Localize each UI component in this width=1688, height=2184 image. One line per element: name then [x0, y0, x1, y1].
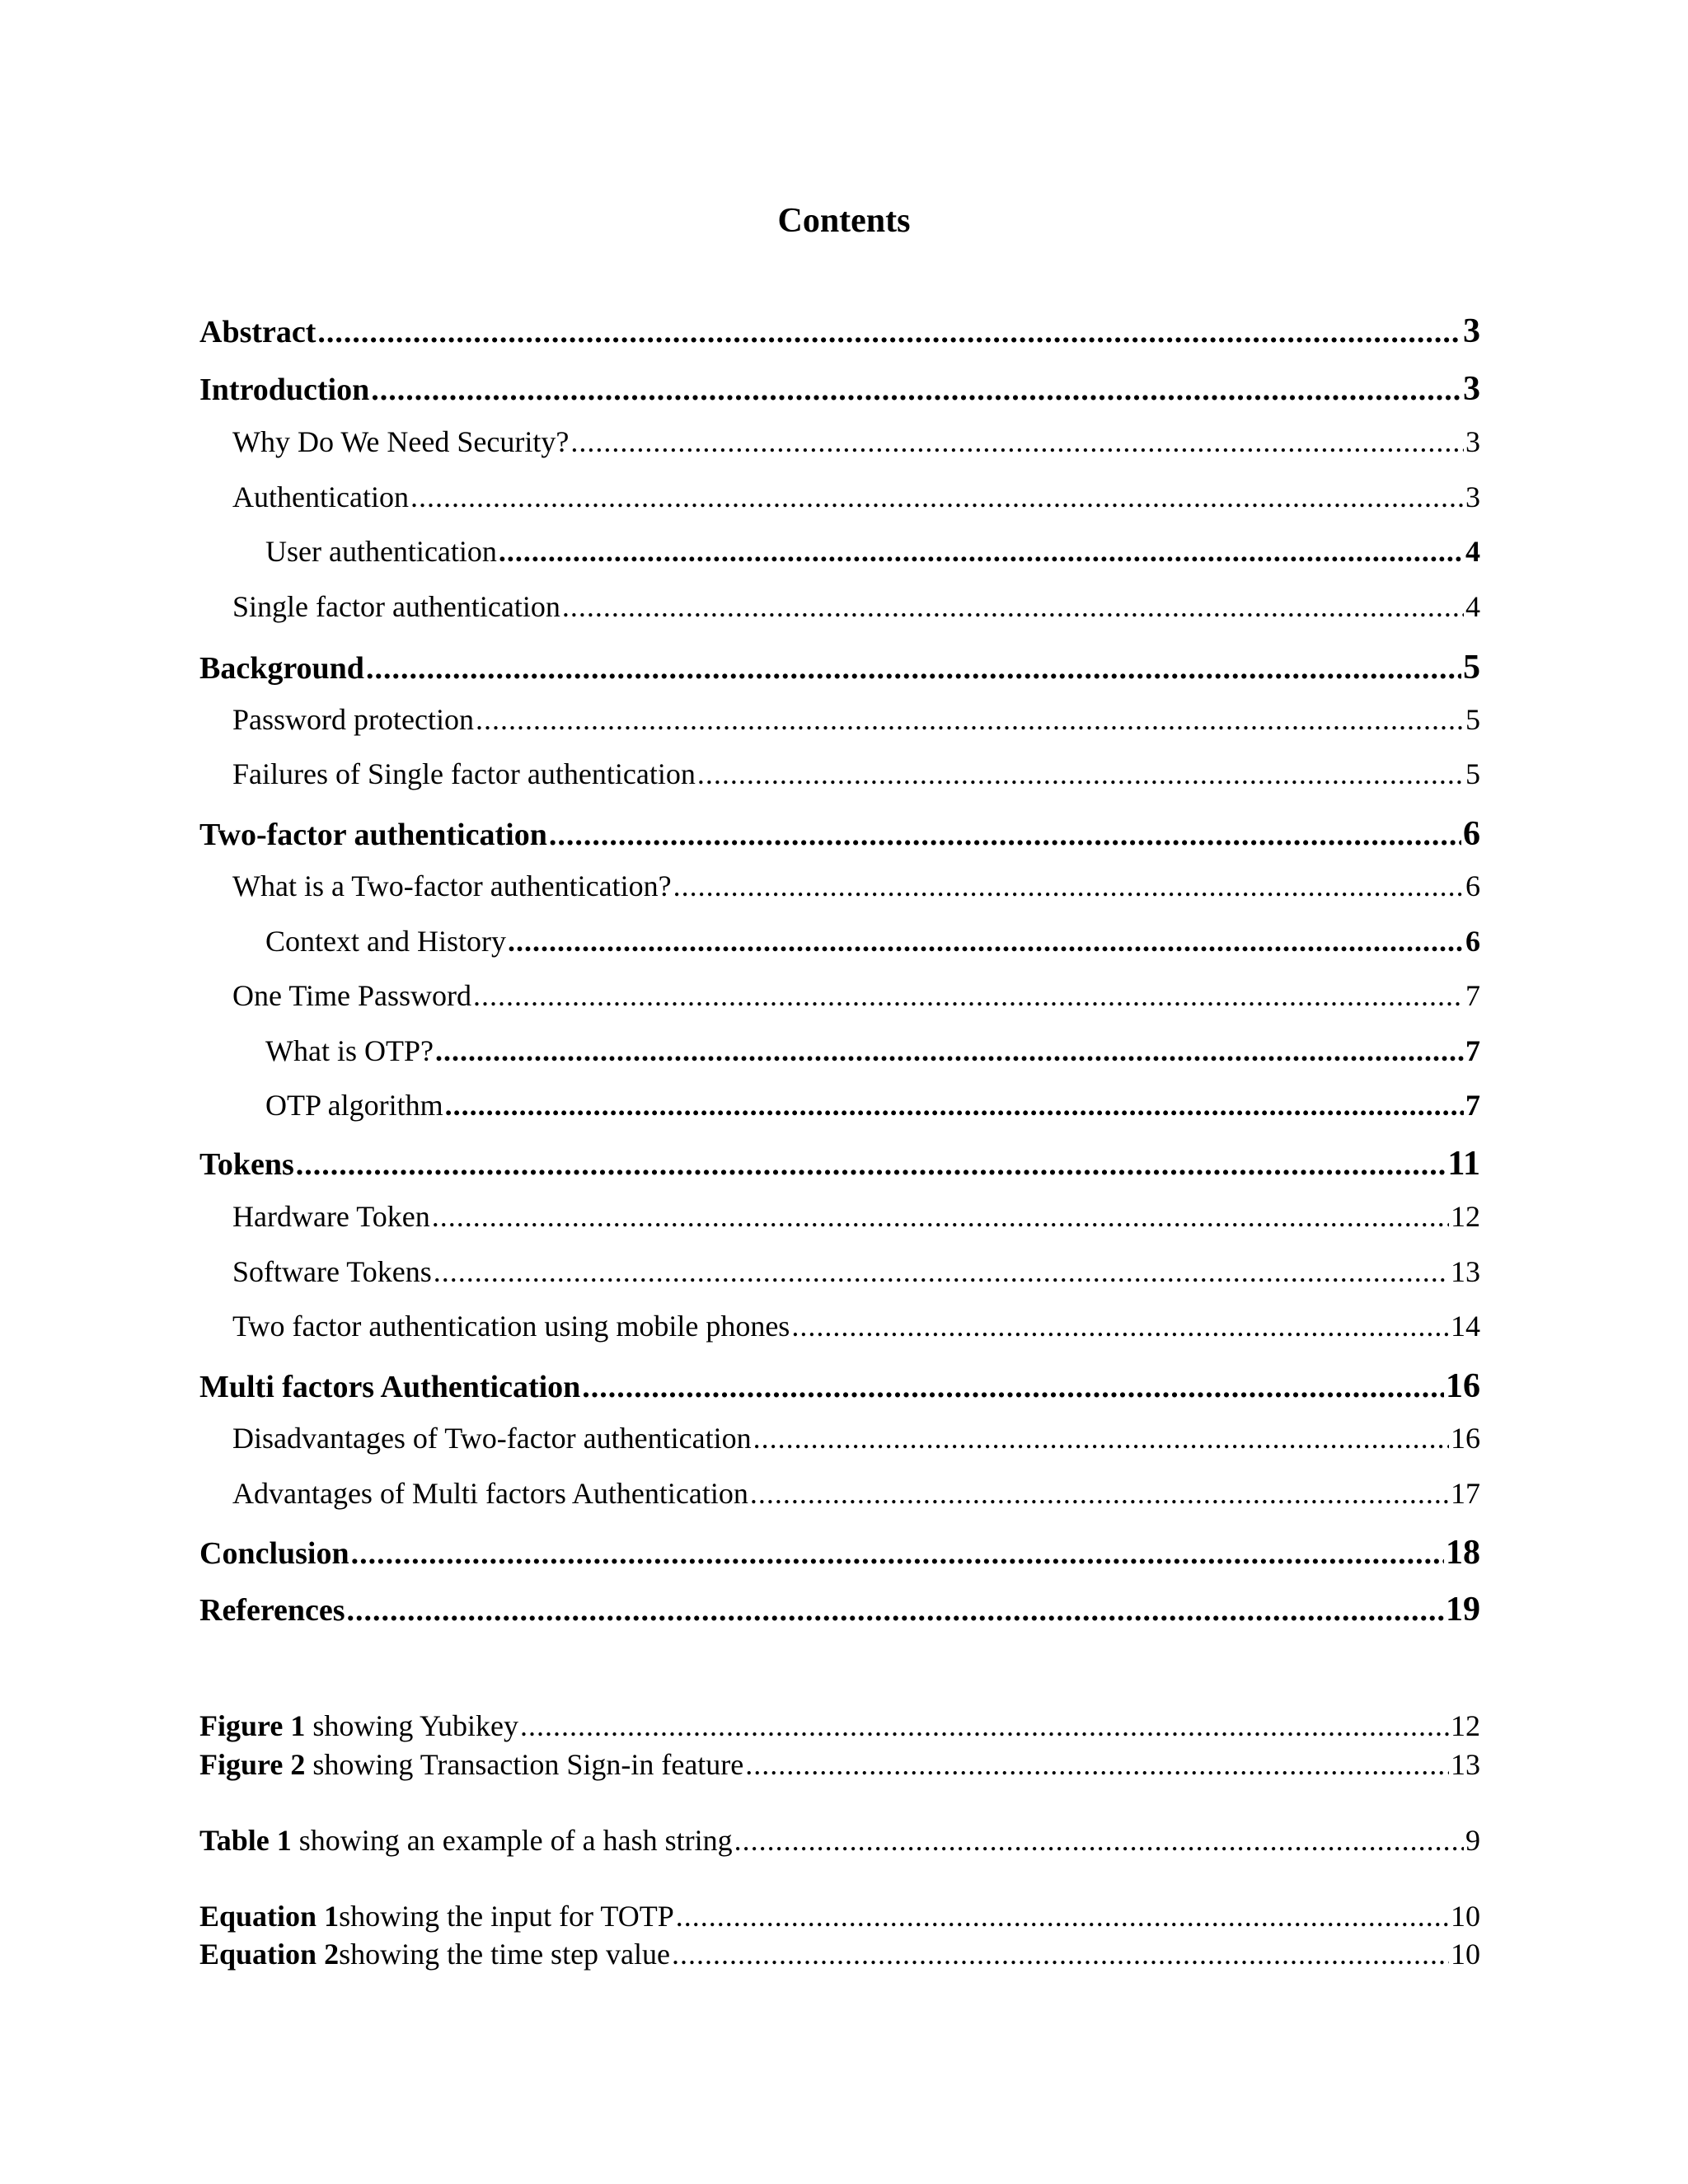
table-list-entry[interactable]	[199, 1823, 1480, 1858]
toc-leader	[473, 978, 1464, 1013]
toc-leader	[410, 480, 1464, 514]
caption-text: showing the input for TOTP	[339, 1900, 674, 1933]
toc-entry-label: Disadvantages of Two-factor authentication	[232, 1422, 752, 1455]
toc-leader	[371, 372, 1461, 408]
toc-entry-label: Failures of Single factor authentication	[232, 757, 696, 790]
toc-leader	[366, 650, 1461, 687]
toc-entry[interactable]	[199, 648, 1480, 687]
toc-page-number: 10	[1451, 1938, 1480, 1971]
toc-entry[interactable]	[199, 534, 1480, 569]
toc-leader	[791, 1309, 1449, 1343]
caption-text: showing the time step value	[339, 1938, 671, 1971]
toc-leader	[499, 534, 1464, 569]
toc-entry-label: Background	[199, 651, 364, 686]
toc-entry-label: Conclusion	[199, 1536, 349, 1571]
toc-leader	[317, 314, 1461, 350]
caption-text: showing Yubikey	[305, 1709, 518, 1742]
toc-page-number: 7	[1465, 1089, 1480, 1122]
toc-page-number: 9	[1465, 1824, 1480, 1857]
toc-leader	[672, 1937, 1449, 1971]
toc-page-number: 11	[1447, 1145, 1480, 1183]
toc-entry-label: Two factor authentication using mobile phones	[232, 1310, 790, 1343]
caption-keyword: Table 1	[199, 1824, 292, 1857]
toc-entry[interactable]	[199, 312, 1480, 351]
toc-entry[interactable]	[199, 1590, 1480, 1629]
toc-page-number: 12	[1451, 1200, 1480, 1233]
toc-page-number: 6	[1463, 815, 1480, 853]
toc-leader	[753, 1421, 1449, 1455]
toc-page-number: 12	[1451, 1709, 1480, 1742]
toc-leader	[750, 1476, 1449, 1511]
equation-list-entry[interactable]	[199, 1937, 1480, 1971]
toc-leader	[434, 1254, 1449, 1289]
toc-leader	[745, 1747, 1449, 1782]
toc-entry[interactable]	[199, 1033, 1480, 1068]
toc-entry[interactable]	[199, 1144, 1480, 1183]
toc-entry[interactable]	[199, 369, 1480, 409]
toc-page-number: 14	[1451, 1310, 1480, 1343]
toc-leader	[296, 1146, 1447, 1183]
toc-leader	[520, 1708, 1449, 1743]
toc-leader	[351, 1535, 1444, 1572]
toc-entry[interactable]	[199, 424, 1480, 459]
toc-leader	[549, 817, 1461, 853]
toc-leader	[347, 1592, 1444, 1629]
toc-entry-label: Software Tokens	[232, 1255, 432, 1288]
toc-leader	[673, 869, 1464, 903]
toc-page-number: 16	[1446, 1367, 1480, 1405]
toc-entry-label: OTP algorithm	[265, 1089, 443, 1122]
toc-page-number: 5	[1463, 649, 1480, 687]
toc-leader	[734, 1823, 1464, 1858]
caption-text: showing an example of a hash string	[291, 1824, 733, 1857]
toc-page-number: 18	[1446, 1534, 1480, 1572]
toc-page-number: 4	[1465, 535, 1480, 568]
equation-list-entry[interactable]	[199, 1899, 1480, 1933]
toc-entry-label: Why Do We Need Security?	[232, 425, 570, 458]
toc-entry-label: Abstract	[199, 315, 316, 349]
toc-entry-label: Authentication	[232, 480, 409, 513]
toc-page-number: 19	[1446, 1591, 1480, 1629]
toc-leader	[508, 924, 1464, 958]
page-title: Contents	[777, 202, 911, 240]
toc-page-number: 3	[1463, 370, 1480, 408]
toc-page-number: 6	[1465, 869, 1480, 902]
toc-leader	[435, 1033, 1464, 1068]
toc-entry[interactable]	[199, 1254, 1480, 1289]
toc-page-number: 10	[1451, 1900, 1480, 1933]
toc-entry[interactable]	[199, 1309, 1480, 1343]
toc-page-number: 16	[1451, 1422, 1480, 1455]
toc-page-number: 17	[1451, 1477, 1480, 1510]
toc-entry-label: What is OTP?	[265, 1034, 434, 1067]
toc-leader	[582, 1369, 1444, 1405]
toc-entry-label: Single factor authentication	[232, 590, 560, 623]
toc-entry-label: Tokens	[199, 1147, 294, 1182]
toc-page-number: 3	[1463, 312, 1480, 350]
toc-page-number: 7	[1465, 1034, 1480, 1067]
toc-entry[interactable]	[199, 757, 1480, 791]
toc-entry-label: Multi factors Authentication	[199, 1370, 581, 1404]
toc-entry[interactable]	[199, 702, 1480, 737]
toc-leader	[697, 757, 1464, 791]
toc-entry[interactable]	[199, 589, 1480, 624]
caption-text: showing Transaction Sign-in feature	[305, 1748, 744, 1781]
toc-page-number: 5	[1465, 757, 1480, 790]
toc-entry-label: Advantages of Multi factors Authentication	[232, 1477, 748, 1510]
toc-entry-label: Hardware Token	[232, 1200, 430, 1233]
caption-keyword: Equation 2	[199, 1938, 340, 1971]
toc-entry[interactable]	[199, 1366, 1480, 1406]
toc-page-number: 4	[1465, 590, 1480, 623]
toc-entry[interactable]	[199, 869, 1480, 903]
toc-entry[interactable]	[199, 1199, 1480, 1234]
figure-list-entry[interactable]	[199, 1747, 1480, 1782]
toc-entry[interactable]	[199, 924, 1480, 958]
toc-entry-label: One Time Password	[232, 979, 472, 1012]
toc-entry-label: Introduction	[199, 373, 370, 407]
toc-entry[interactable]	[199, 1533, 1480, 1572]
toc-leader	[676, 1899, 1449, 1933]
toc-entry-label: Two-factor authentication	[199, 818, 547, 852]
toc-leader	[570, 424, 1464, 459]
toc-entry-label: What is a Two-factor authentication?	[232, 869, 672, 902]
toc-page-number: 13	[1451, 1255, 1480, 1288]
toc-entry[interactable]	[199, 814, 1480, 854]
toc-page-number: 3	[1465, 425, 1480, 458]
toc-page-number: 7	[1465, 979, 1480, 1012]
toc-entry[interactable]	[199, 1421, 1480, 1455]
toc-leader	[432, 1199, 1449, 1234]
caption-keyword: Figure 1	[199, 1709, 306, 1742]
toc-entry-label: Context and History	[265, 925, 506, 958]
toc-page-number: 3	[1465, 480, 1480, 513]
toc-page-number: 6	[1465, 925, 1480, 958]
toc-entry-label: Password protection	[232, 703, 474, 736]
toc-entry[interactable]	[199, 978, 1480, 1013]
toc-entry-label: References	[199, 1593, 345, 1628]
toc-leader	[476, 702, 1464, 737]
toc-entry-label: User authentication	[265, 535, 497, 568]
toc-entry[interactable]	[199, 1476, 1480, 1511]
caption-keyword: Figure 2	[199, 1748, 306, 1781]
toc-page-number: 5	[1465, 703, 1480, 736]
toc-leader	[562, 589, 1464, 624]
toc-entry[interactable]	[199, 1088, 1480, 1122]
caption-keyword: Equation 1	[199, 1900, 340, 1933]
toc-entry[interactable]	[199, 480, 1480, 514]
toc-page-number: 13	[1451, 1748, 1480, 1781]
figure-list-entry[interactable]	[199, 1708, 1480, 1743]
toc-leader	[445, 1088, 1464, 1122]
